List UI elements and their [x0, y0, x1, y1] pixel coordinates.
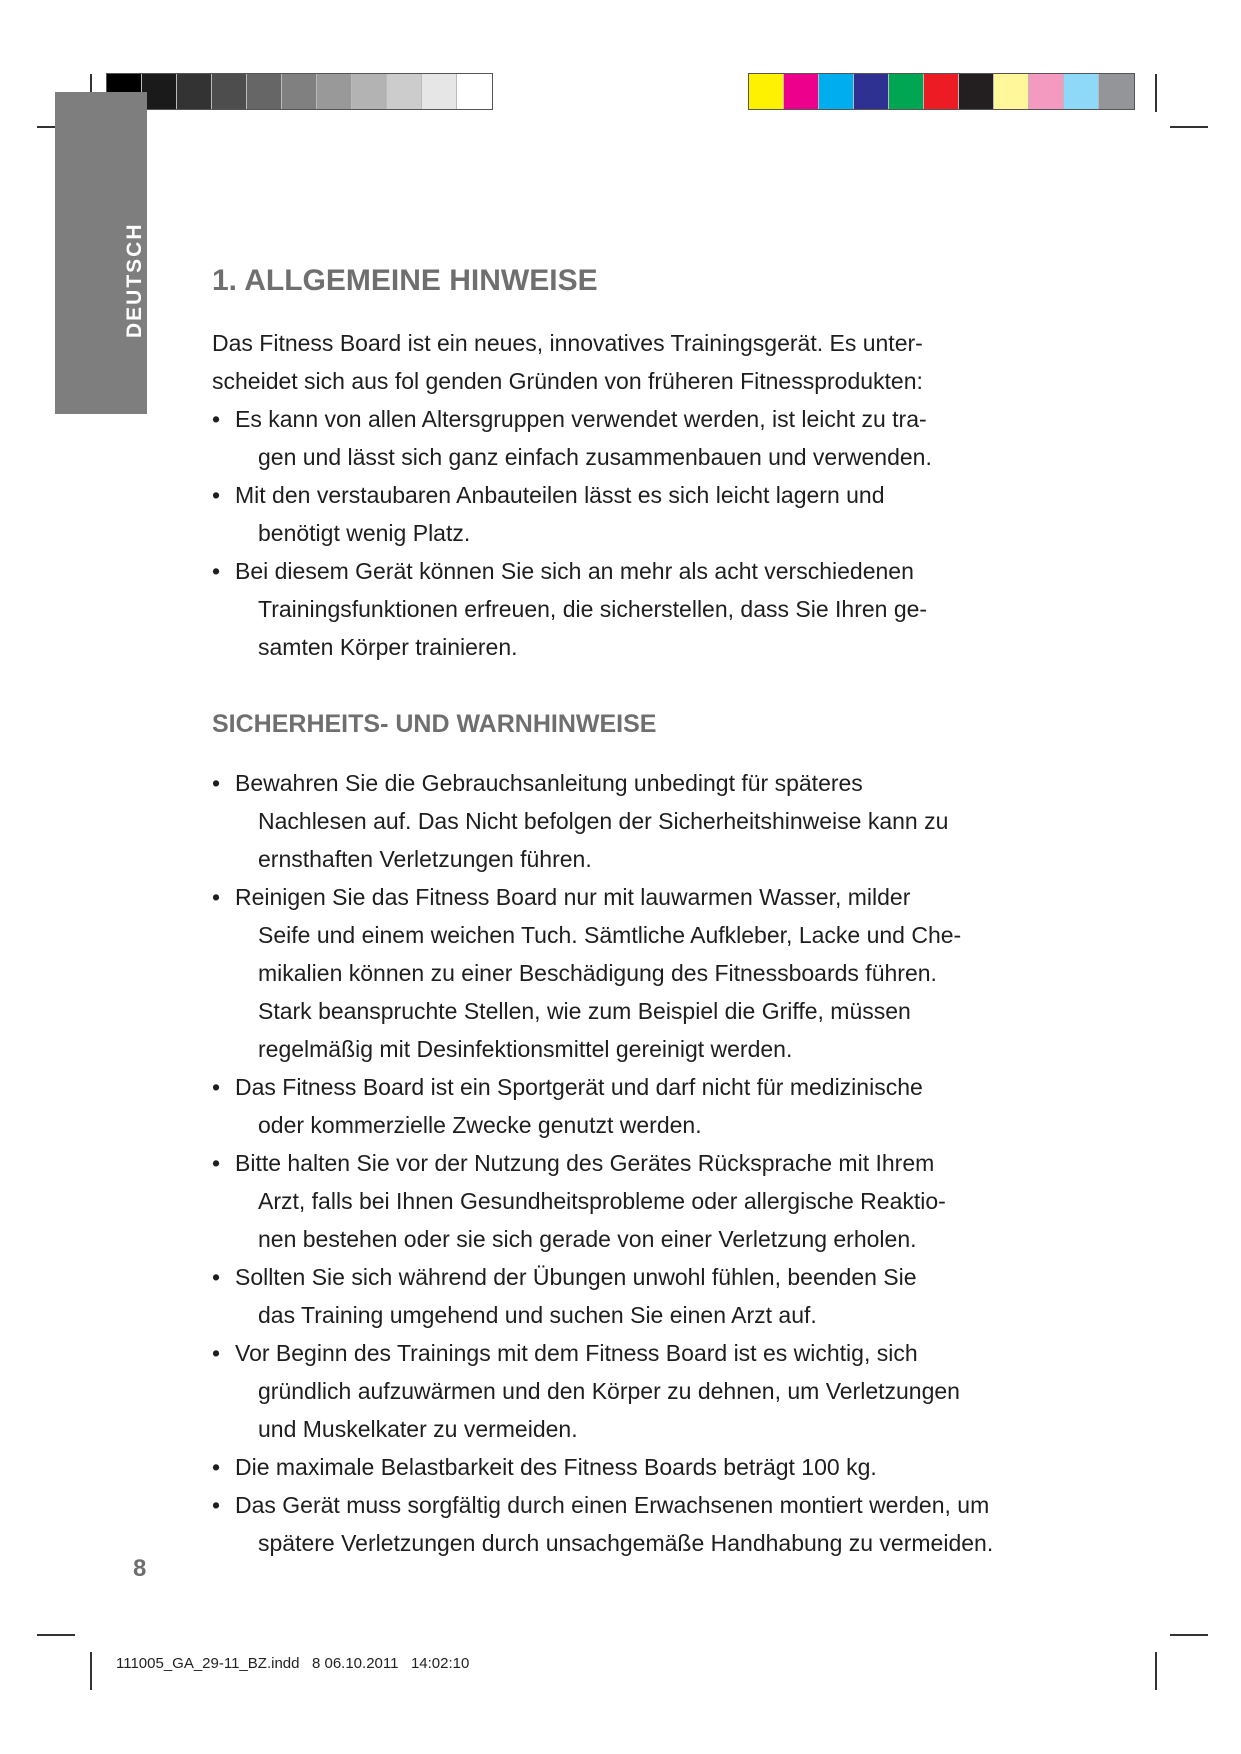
- color-swatch: [819, 74, 854, 109]
- list-item-line: ernsthaften Verletzungen führen.: [258, 846, 592, 872]
- color-swatch: [247, 74, 282, 109]
- color-swatch: [1029, 74, 1064, 109]
- color-swatch: [142, 74, 177, 109]
- color-swatch: [422, 74, 457, 109]
- color-swatch: [1099, 74, 1134, 109]
- color-swatch: [387, 74, 422, 109]
- intro-line: Das Fitness Board ist ein neues, innovatives Trainingsgerät. Es unter-: [212, 330, 923, 356]
- list-item: [212, 552, 1112, 666]
- list-item: [212, 1258, 1112, 1334]
- list-item-line: Bitte halten Sie vor der Nutzung des Gerätes Rücksprache mit Ihrem: [235, 1150, 935, 1176]
- language-label: DEUTSCH: [123, 222, 146, 338]
- color-swatch: [352, 74, 387, 109]
- print-footer: 111005_GA_29-11_BZ.indd 8 06.10.2011 14:02:10: [116, 1655, 470, 1672]
- list-item: [212, 1334, 1112, 1448]
- bullet-icon: •: [212, 406, 221, 432]
- list-item-line: Es kann von allen Altersgruppen verwendet werden, ist leicht zu tra-: [235, 406, 927, 432]
- list-item: [212, 1448, 1112, 1486]
- list-item-line: Bei diesem Gerät können Sie sich an mehr als acht verschiedenen: [235, 558, 914, 584]
- list-item-line: mikalien können zu einer Beschädigung des Fitnessboards führen.: [258, 960, 937, 986]
- crop-mark: [1170, 126, 1208, 128]
- safety-notes-list: [212, 764, 1112, 1562]
- color-swatch: [854, 74, 889, 109]
- color-swatch: [994, 74, 1029, 109]
- list-item-line: gen und lässt sich ganz einfach zusammenbauen und verwenden.: [258, 444, 932, 470]
- list-item-line: und Muskelkater zu vermeiden.: [258, 1416, 578, 1442]
- list-item-line: benötigt wenig Platz.: [258, 520, 471, 546]
- color-swatch: [889, 74, 924, 109]
- list-item: [212, 764, 1112, 878]
- color-swatch: [1064, 74, 1099, 109]
- color-swatch: [457, 74, 492, 109]
- bullet-icon: •: [212, 1074, 221, 1100]
- list-item-line: oder kommerzielle Zwecke genutzt werden.: [258, 1112, 702, 1138]
- section-title-safety: SICHERHEITS- UND WARNHINWEISE: [212, 710, 657, 738]
- list-item: [212, 400, 1112, 476]
- list-item: [212, 1486, 1112, 1562]
- color-calibration-bar: [748, 73, 1135, 110]
- grayscale-calibration-bar: [106, 73, 493, 110]
- list-item-line: Reinigen Sie das Fitness Board nur mit lauwarmen Wasser, milder: [235, 884, 911, 910]
- intro-line: scheidet sich aus fol genden Gründen von früheren Fitnessprodukten:: [212, 368, 923, 394]
- list-item: [212, 1068, 1112, 1144]
- list-item-line: Vor Beginn des Trainings mit dem Fitness Board ist es wichtig, sich: [235, 1340, 918, 1366]
- crop-mark: [1155, 1652, 1157, 1690]
- color-swatch: [317, 74, 352, 109]
- bullet-icon: •: [212, 1340, 221, 1366]
- list-item-line: Stark beanspruchte Stellen, wie zum Beispiel die Griffe, müssen: [258, 998, 911, 1024]
- color-swatch: [749, 74, 784, 109]
- list-item-line: Nachlesen auf. Das Nicht befolgen der Sicherheitshinweise kann zu: [258, 808, 949, 834]
- list-item-line: Arzt, falls bei Ihnen Gesundheitsprobleme oder allergische Reaktio-: [258, 1188, 946, 1214]
- list-item-line: Die maximale Belastbarkeit des Fitness Boards beträgt 100 kg.: [235, 1454, 877, 1480]
- color-swatch: [959, 74, 994, 109]
- bullet-icon: •: [212, 770, 221, 796]
- list-item-line: Trainingsfunktionen erfreuen, die sicherstellen, dass Sie Ihren ge-: [258, 596, 928, 622]
- page-content: [212, 258, 1112, 1562]
- list-item-line: Bewahren Sie die Gebrauchsanleitung unbedingt für späteres: [235, 770, 863, 796]
- list-item-line: Sollten Sie sich während der Übungen unwohl fühlen, beenden Sie: [235, 1264, 917, 1290]
- crop-mark: [1170, 1634, 1208, 1636]
- list-item-line: Seife und einem weichen Tuch. Sämtliche Aufkleber, Lacke und Che-: [258, 922, 962, 948]
- bullet-icon: •: [212, 482, 221, 508]
- color-swatch: [212, 74, 247, 109]
- crop-mark: [90, 1652, 92, 1690]
- bullet-icon: •: [212, 1492, 221, 1518]
- list-item-line: regelmäßig mit Desinfektionsmittel gereinigt werden.: [258, 1036, 793, 1062]
- page-number: 8: [133, 1555, 147, 1582]
- section-title-general: 1. ALLGEMEINE HINWEISE: [212, 264, 598, 297]
- bullet-icon: •: [212, 1150, 221, 1176]
- color-swatch: [784, 74, 819, 109]
- list-item: [212, 1144, 1112, 1258]
- bullet-icon: •: [212, 1264, 221, 1290]
- bullet-icon: •: [212, 1454, 221, 1480]
- intro-paragraph: [212, 324, 1112, 400]
- bullet-icon: •: [212, 558, 221, 584]
- list-item-line: nen bestehen oder sie sich gerade von einer Verletzung erholen.: [258, 1226, 917, 1252]
- list-item-line: das Training umgehend und suchen Sie einen Arzt auf.: [258, 1302, 817, 1328]
- list-item: [212, 476, 1112, 552]
- color-swatch: [282, 74, 317, 109]
- list-item-line: Das Fitness Board ist ein Sportgerät und darf nicht für medizinische: [235, 1074, 923, 1100]
- color-swatch: [177, 74, 212, 109]
- crop-mark: [37, 1634, 75, 1636]
- list-item: [212, 878, 1112, 1068]
- crop-mark: [1155, 74, 1157, 112]
- list-item-line: Mit den verstaubaren Anbauteilen lässt es sich leicht lagern und: [235, 482, 885, 508]
- bullet-icon: •: [212, 884, 221, 910]
- list-item-line: Das Gerät muss sorgfältig durch einen Erwachsenen montiert werden, um: [235, 1492, 990, 1518]
- list-item-line: spätere Verletzungen durch unsachgemäße Handhabung zu vermeiden.: [258, 1530, 994, 1556]
- color-swatch: [924, 74, 959, 109]
- list-item-line: samten Körper trainieren.: [258, 634, 518, 660]
- list-item-line: gründlich aufzuwärmen und den Körper zu dehnen, um Verletzungen: [258, 1378, 960, 1404]
- general-notes-list: [212, 400, 1112, 666]
